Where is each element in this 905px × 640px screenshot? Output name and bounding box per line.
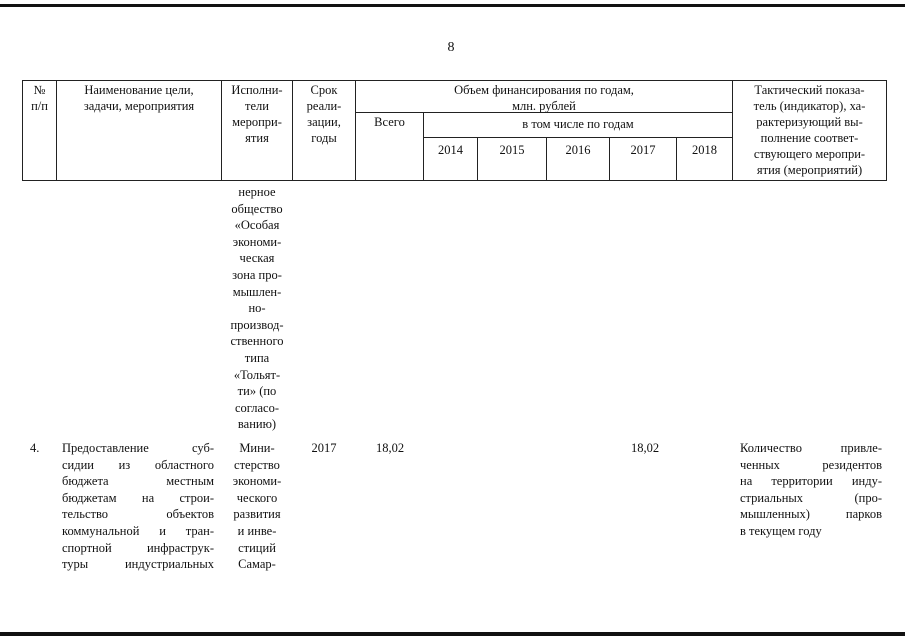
row-2017: 18,02 xyxy=(631,441,660,455)
row-total: 18,02 xyxy=(376,441,405,455)
continuation-executor: нерное общество «Особая экономи- ческая зона про- мышлен- но- производ- ственного типа «Тольят- ти» (по согласо- ванию) xyxy=(230,185,284,432)
header-year-2016: 2016 xyxy=(546,137,610,181)
header-year-2015: 2015 xyxy=(477,137,547,181)
header-year-2014: 2014 xyxy=(423,137,478,181)
header-funding: Объем финансирования по годам, млн. рублей xyxy=(355,80,733,113)
row-executor: Мини- стерство экономи- ческого развития и инве- стиций Самар- xyxy=(232,441,282,572)
bottom-rule xyxy=(0,632,905,636)
row-name: Предоставление суб- сидии из областного бюджета местным бюджетам на строи- тельство объектов коммунальной и тран- спортной инфраструк- туры индустриальных xyxy=(62,441,214,572)
row-indicator: Количество привле- ченных резидентов на территории инду- стриальных (про- мышленных) парков в текущем году xyxy=(740,441,882,538)
header-term: Срок реали- зации, годы xyxy=(292,80,356,181)
header-num: № п/п xyxy=(22,80,57,181)
header-year-2017: 2017 xyxy=(609,137,677,181)
row-number: 4. xyxy=(30,441,40,455)
header-year-2018: 2018 xyxy=(676,137,733,181)
header-total: Всего xyxy=(355,112,424,181)
top-rule xyxy=(0,4,905,7)
row-term: 2017 xyxy=(311,441,337,455)
header-name: Наименование цели, задачи, мероприятия xyxy=(56,80,222,181)
header-by-years: в том числе по годам xyxy=(423,112,733,138)
header-executor: Исполни- тели меропри- ятия xyxy=(221,80,293,181)
header-indicator: Тактический показа- тель (индикатор), ха- рактеризующий вы- полнение соответ- ствующего меропри- ятия (мероприятий) xyxy=(732,80,887,181)
page-number: 8 xyxy=(447,40,455,55)
